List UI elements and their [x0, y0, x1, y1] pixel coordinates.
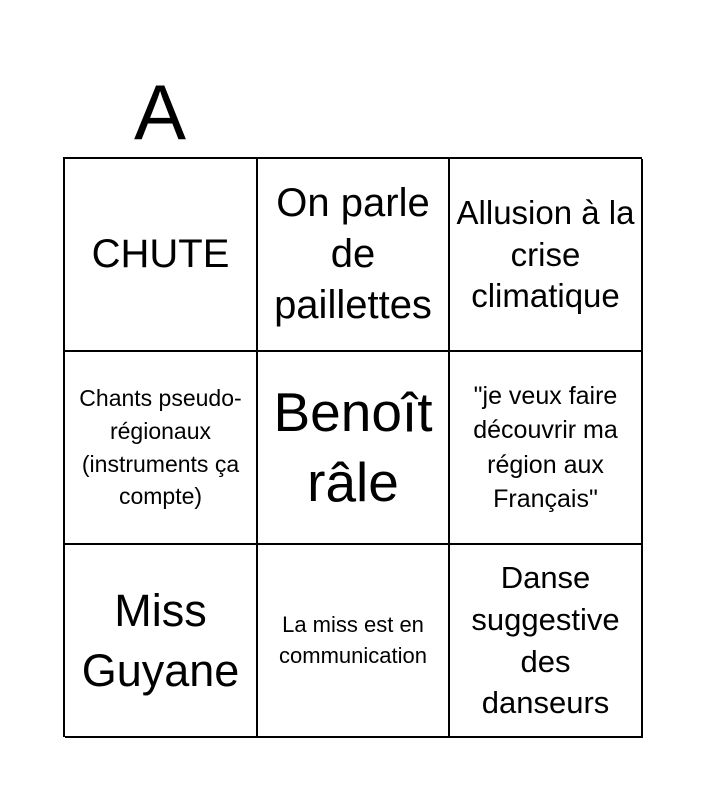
- cell-text: Benoît râle: [273, 381, 433, 513]
- bingo-cell[interactable]: [258, 352, 450, 545]
- bingo-cell[interactable]: [450, 545, 643, 738]
- bingo-cell[interactable]: [450, 352, 643, 545]
- cell-text: La miss est en communication: [279, 611, 427, 668]
- bingo-cell[interactable]: [65, 352, 258, 545]
- bingo-cell[interactable]: [450, 159, 643, 352]
- cell-text: "je veux faire découvrir ma région aux Français": [473, 382, 618, 513]
- bingo-cell[interactable]: [258, 159, 450, 352]
- bingo-cell[interactable]: [258, 545, 450, 738]
- cell-text: Allusion à la crise climatique: [456, 193, 635, 315]
- cell-text: Miss Guyane: [81, 584, 240, 696]
- cell-text: Chants pseudo-régionaux (instruments ça compte): [79, 385, 242, 510]
- bingo-cell[interactable]: [65, 159, 258, 352]
- cell-text: On parle de paillettes: [274, 181, 432, 327]
- cell-text: Danse suggestive des danseurs: [471, 559, 620, 721]
- cell-text: CHUTE: [91, 232, 230, 277]
- bingo-cell[interactable]: [65, 545, 258, 738]
- card-title: A: [133, 68, 187, 156]
- bingo-grid: [63, 157, 642, 737]
